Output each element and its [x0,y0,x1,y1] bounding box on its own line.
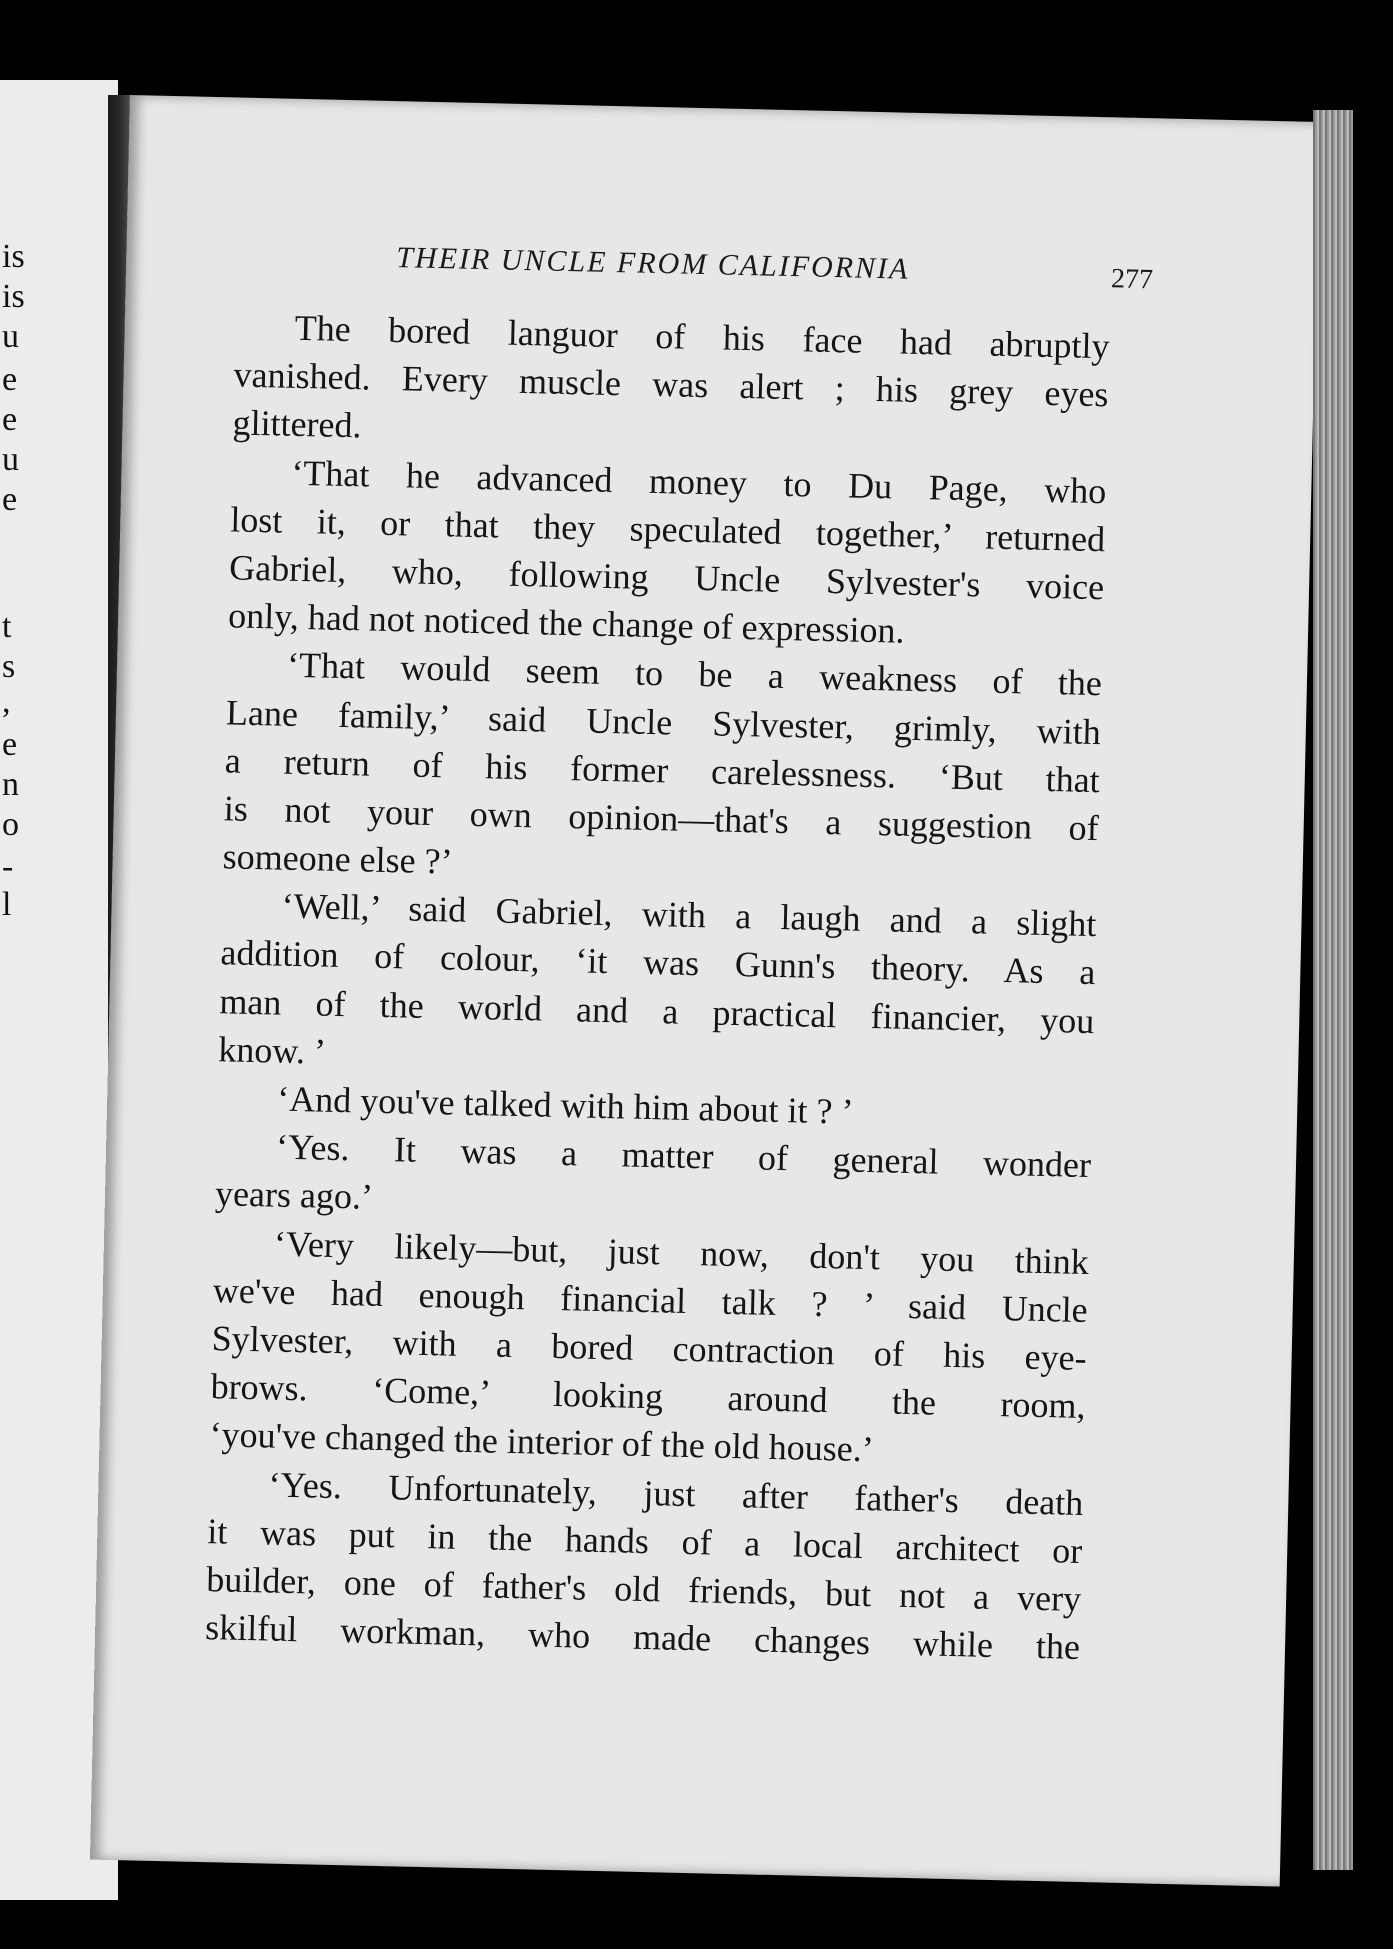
facing-page-fragment: e [2,401,18,438]
facing-page-fragment: t [2,608,12,645]
text-line: vanished. Every muscle was alert ; his grey eyes [233,354,1109,415]
facing-page-fragment: u [2,441,19,478]
facing-page-fragment: e [2,726,18,763]
text-line: ‘you've changed the interior of the old house.’ [209,1414,875,1470]
facing-page-fragment: e [2,481,18,518]
page-edges [1313,110,1353,1870]
text-line: only, had not noticed the change of expression. [227,595,905,651]
facing-page-fragment: s [2,648,16,685]
text-line: Sylvester, with a bored contraction of his eye- [211,1318,1088,1378]
text-line: is not your own opinion—that's a suggestion of [223,788,1100,849]
text-line: ‘Very likely—but, just now, don't you think [273,1223,1090,1282]
body-text [205,302,1110,1671]
text-line: man of the world and a practical financier, you [219,980,1095,1041]
text-line: ‘That he advanced money to Du Page, who [291,452,1107,511]
text-line: ‘Yes. It was a matter of general wonder [275,1126,1092,1186]
text-line: builder, one of father's old friends, but not a very [205,1558,1082,1619]
text-line: glittered. [232,402,362,446]
facing-page-fragment: - [2,848,14,885]
text-line: lost it, or that they speculated together,’ returned [229,499,1106,559]
text-line: ‘Well,’ said Gabriel, with a laugh and a slight [281,885,1097,945]
text-line: a return of his former carelessness. ‘But that [224,740,1101,800]
text-line: know. ’ [217,1029,327,1072]
page-number: 277 [1110,263,1154,296]
text-line: someone else ?’ [222,836,454,882]
facing-page-fragment: is [2,278,25,315]
text-line: ‘And you've talked with him about it ? ’ [276,1078,854,1132]
facing-page-fragment: e [2,361,18,398]
text-line: it was put in the hands of a local architect or [206,1510,1083,1571]
facing-page-fragment: , [2,683,11,720]
text-line: brows. ‘Come,’ looking around the room, [210,1366,1086,1427]
facing-page-fragment: u [2,318,19,355]
facing-page-fragment: is [2,238,25,275]
text-line: ‘Yes. Unfortunately, just after father's death [268,1464,1084,1523]
facing-page-fragment: n [2,766,19,803]
running-head: THEIR UNCLE FROM CALIFORNIA [396,241,910,286]
text-line: addition of colour, ‘it was Gunn's theory. As a [220,932,1096,993]
text-line: ‘That would seem to be a weakness of the [286,645,1103,704]
text-line: Lane family,’ said Uncle Sylvester, grimly, with [225,691,1102,752]
facing-page-fragment: o [2,806,19,843]
book-page [90,95,1320,1887]
text-line: years ago.’ [214,1173,374,1218]
text-line: we've had enough financial talk ? ’ said Uncle [212,1269,1089,1330]
text-line: skilful workman, who made changes while the [204,1607,1081,1668]
facing-page-fragment: l [2,886,12,923]
text-line: The bored languor of his face had abruptly [294,307,1111,367]
text-line: Gabriel, who, following Uncle Sylvester's voice [228,547,1105,608]
